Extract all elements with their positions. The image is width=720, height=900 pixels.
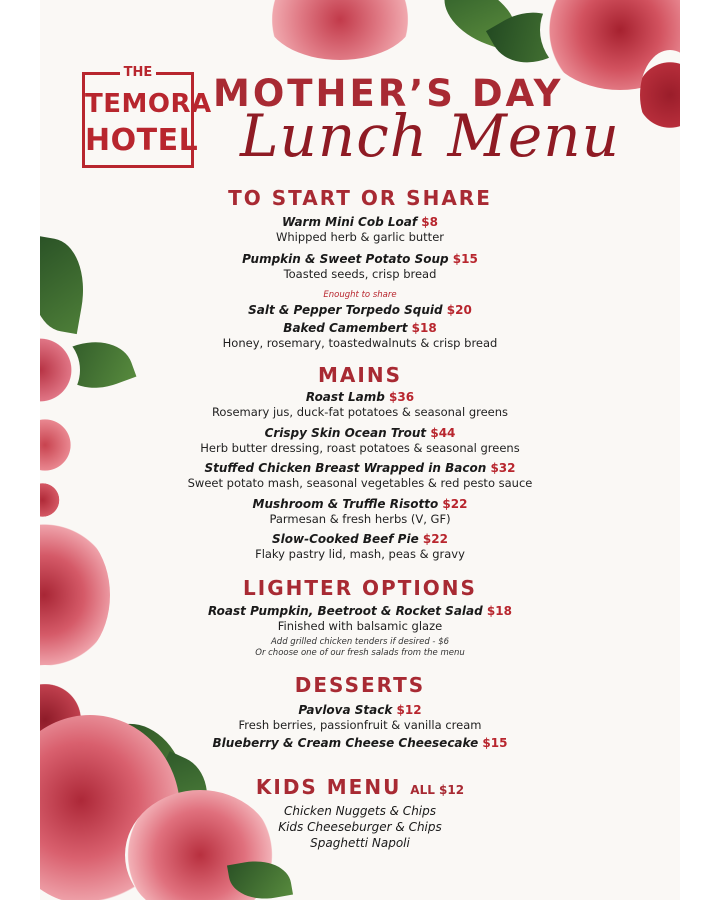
kids-item: Kids Cheeseburger & Chips: [278, 820, 442, 834]
menu-item-price: $22: [422, 532, 448, 546]
menu-item-name: Salt & Pepper Torpedo Squid $20: [248, 303, 472, 317]
kids-all-price: ALL $12: [410, 783, 465, 797]
menu-item-name: Stuffed Chicken Breast Wrapped in Bacon $32: [204, 461, 516, 475]
menu-item-desc: Sweet potato mash, seasonal vegetables & red pesto sauce: [187, 476, 533, 490]
menu-item-name: Pumpkin & Sweet Potato Soup $15: [242, 252, 478, 266]
section-heading-start: TO START OR SHARE: [228, 186, 492, 210]
page-margin-right: [680, 0, 720, 900]
menu-item-desc: Whipped herb & garlic butter: [275, 230, 444, 244]
menu-item-price: $15: [452, 252, 478, 266]
menu-item-name: Roast Lamb $36: [305, 390, 415, 404]
menu-item-desc: Flaky pastry lid, mash, peas & gravy: [255, 547, 465, 561]
menu-item-price: $15: [482, 736, 508, 750]
menu-item-price: $8: [421, 215, 438, 229]
menu-item-desc: Rosemary jus, duck-fat potatoes & seasonal greens: [211, 405, 509, 419]
menu-item-price: $36: [389, 390, 415, 404]
menu-item-name: Roast Pumpkin, Beetroot & Rocket Salad $18: [208, 604, 512, 618]
menu-item-price: $20: [446, 303, 472, 317]
menu-note: Or choose one of our fresh salads from the menu: [255, 648, 465, 658]
menu-item-name: Blueberry & Cream Cheese Cheesecake $15: [212, 736, 508, 750]
section-heading-desserts: DESSERTS: [294, 673, 426, 697]
menu-item-desc: Herb butter dressing, roast potatoes & seasonal greens: [200, 441, 520, 455]
page-subtitle: Lunch Menu: [240, 102, 620, 170]
page-margin-left: [0, 0, 40, 900]
menu-item-desc: Honey, rosemary, toastedwalnuts & crisp bread: [222, 336, 498, 350]
section-heading-kids: KIDS MENU ALL $12: [255, 775, 465, 799]
menu-item-name: Mushroom & Truffle Risotto $22: [252, 497, 468, 511]
kids-item: Chicken Nuggets & Chips: [284, 804, 436, 818]
menu-item-name: Slow-Cooked Beef Pie $22: [272, 532, 448, 546]
menu-item-desc: Parmesan & fresh herbs (V, GF): [269, 512, 451, 526]
menu-item-name: Baked Camembert $18: [283, 321, 437, 335]
menu-item-desc: Toasted seeds, crisp bread: [283, 267, 437, 281]
menu-item-price: $18: [411, 321, 437, 335]
hotel-logo: [82, 65, 212, 168]
menu-note: Add grilled chicken tenders if desired - $6: [270, 637, 450, 647]
section-heading-lighter: LIGHTER OPTIONS: [243, 576, 477, 600]
menu-item-name: Warm Mini Cob Loaf $8: [282, 215, 438, 229]
section-heading-mains: MAINS: [318, 363, 402, 387]
kids-item: Spaghetti Napoli: [310, 836, 410, 850]
menu-item-name: Pavlova Stack $12: [298, 703, 422, 717]
menu-item-desc: Fresh berries, passionfruit & vanilla cream: [238, 718, 482, 732]
logo-the: THE: [120, 65, 157, 80]
menu-item-note: Enought to share: [323, 290, 397, 300]
menu-item-name: Crispy Skin Ocean Trout $44: [264, 426, 456, 440]
menu-item-price: $44: [430, 426, 456, 440]
menu-item-price: $22: [442, 497, 468, 511]
menu-item-price: $32: [490, 461, 516, 475]
menu-item-price: $18: [486, 604, 512, 618]
logo-temora: TEMORA: [85, 89, 212, 119]
page-title: MOTHER’S DAY: [213, 72, 564, 115]
menu-item-desc: Finished with balsamic glaze: [277, 619, 443, 633]
logo-hotel: HOTEL: [85, 123, 199, 158]
menu-item-price: $12: [396, 703, 422, 717]
